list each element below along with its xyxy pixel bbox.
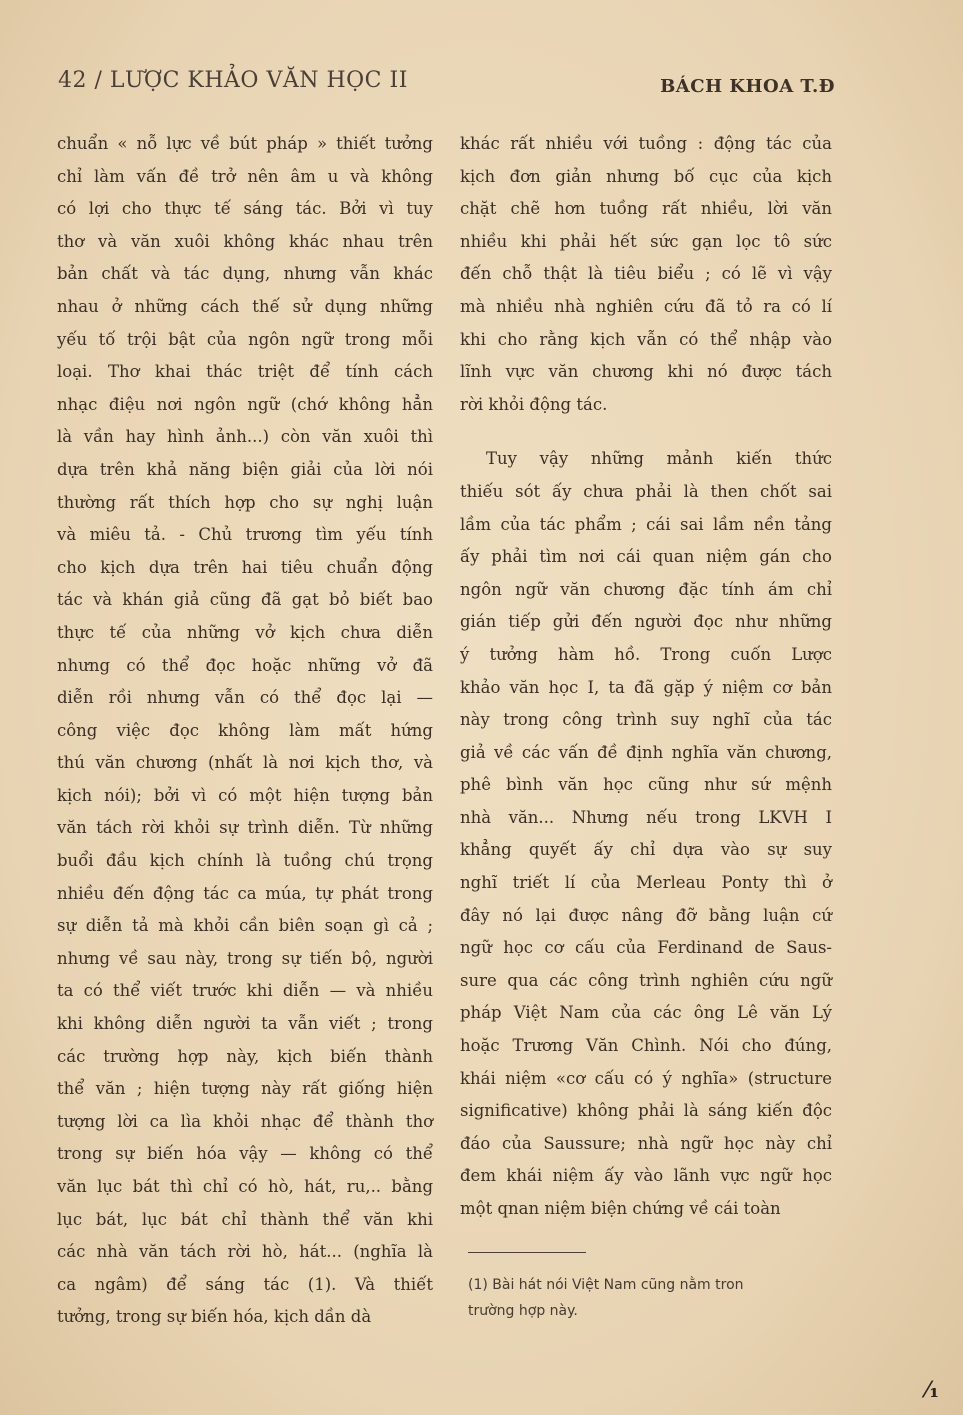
text-line: đây nó lại được nâng đỡ bằng luận cứ [460,905,832,925]
text-line: nhau ở những cách thế sử dụng những [57,296,433,316]
text-line: phê bình văn học cũng như sứ mệnh [460,775,832,795]
text-line: khi không diễn người ta vẫn viết ; trong [57,1014,433,1034]
text-line: ca ngâm) để sáng tác (1). Và thiết [57,1274,433,1294]
text-line: diễn rồi nhưng vẫn có thể đọc lại — [57,688,433,708]
text-line: khái niệm «cơ cấu có ý nghĩa» (structure [460,1068,832,1088]
text-line: thường rất thích hợp cho sự nghị luận [57,492,433,512]
text-line: loại. Thơ khai thác triệt để tính cách [57,362,433,382]
text-line: nhưng có thể đọc hoặc những vở đã [57,655,433,675]
corner-mark: ⁄₁ [925,1377,939,1403]
text-line: mà nhiều nhà nghiên cứu đã tỏ ra có lí [460,296,832,316]
text-line: giả về các vấn đề định nghĩa văn chương, [460,742,832,762]
page-number-and-title: 42 / LƯỢC KHẢO VĂN HỌC II [58,68,408,93]
left-column [57,128,433,1334]
text-line: chuẩn « nỗ lực về bút pháp » thiết tưởng [57,134,433,153]
text-line: công việc đọc không làm mất hứng [57,720,433,740]
text-line: buổi đầu kịch chính là tuồng chú trọng [57,851,433,871]
text-line: ngôn ngữ văn chương đặc tính ám chỉ [460,579,832,599]
text-line: trường hợp này. [468,1303,578,1319]
text-line: thực tế của những vở kịch chưa diễn [57,622,433,642]
text-line: văn tách rời khỏi sự trình diễn. Từ những [57,818,433,838]
text-line: và miêu tả. - Chủ trương tìm yếu tính [57,525,433,545]
right-paragraph-2 [460,443,832,1225]
text-line: nhà văn... Nhưng nếu trong LKVH I [460,807,832,827]
text-line: nhiều khi phải hết sức gạn lọc tô sức [460,231,832,251]
text-line: nghĩ triết lí của Merleau Ponty thì ở [460,873,832,893]
text-line: chặt chẽ hơn tuồng rất nhiều, lời văn [460,199,832,219]
text-line: Tuy vậy những mảnh kiến thức [486,449,832,469]
running-header [58,68,835,104]
footnote [468,1272,838,1324]
paragraph-gap [460,421,832,443]
right-column [460,128,832,1226]
text-line: thơ và văn xuôi không khác nhau trên [57,231,433,251]
text-line: lầm của tác phẩm ; cái sai lầm nền tảng [460,514,832,534]
text-line: các nhà văn tách rời hò, hát... (nghĩa là [57,1242,433,1262]
text-line: ta có thể viết trước khi diễn — và nhiều [57,981,433,1001]
text-line: khẳng quyết ấy chỉ dựa vào sự suy [460,840,832,860]
text-line: lĩnh vực văn chương khi nó được tách [460,362,832,382]
text-line: nhưng về sau này, trong sự tiến bộ, người [57,948,433,968]
text-line: đáo của Saussure; nhà ngữ học này chỉ [460,1133,832,1153]
text-line: rời khỏi động tác. [460,394,608,414]
text-line: gián tiếp gửi đến người đọc như những [460,612,832,632]
text-line: dựa trên khả năng biện giải của lời nói [57,459,433,479]
text-line: pháp Việt Nam của các ông Lê văn Lý [460,1003,832,1023]
text-line: nhiều đến động tác ca múa, tự phát trong [57,883,433,903]
text-line: ấy phải tìm nơi cái quan niệm gán cho [460,547,832,567]
right-paragraph-1 [460,128,832,421]
text-line: kịch nói); bởi vì có một hiện tượng bản [57,785,433,805]
text-line: cho kịch dựa trên hai tiêu chuẩn động [57,557,433,577]
text-line: yếu tố trội bật của ngôn ngữ trong mỗi [57,329,433,349]
text-line: significative) không phải là sáng kiến độc [460,1101,832,1121]
text-line: đến chỗ thật là tiêu biểu ; có lẽ vì vậy [460,264,832,284]
text-line: đem khái niệm ấy vào lãnh vực ngữ học [460,1166,832,1186]
text-line: một qnan niệm biện chứng về cái toàn [460,1199,781,1218]
footnote-rule [468,1252,586,1253]
text-line: thú văn chương (nhất là nơi kịch thơ, và [57,753,433,773]
text-line: lục bát, lục bát chỉ thành thể văn khi [57,1209,433,1229]
text-line: sự diễn tả mà khỏi cần biên soạn gì cả ; [57,916,433,936]
text-line: hoặc Trương Văn Chình. Nói cho đúng, [460,1036,832,1056]
text-line: ngữ học cơ cấu của Ferdinand de Saus- [460,938,832,958]
publication-name: BÁCH KHOA T.Đ [660,76,835,97]
text-line: khảo văn học I, ta đã gặp ý niệm cơ bản [460,677,832,697]
text-line: các trường hợp này, kịch biến thành [57,1046,433,1066]
text-line: tác và khán giả cũng đã gạt bỏ biết bao [57,590,433,610]
text-line: chỉ làm vấn đề trở nên âm u và không [57,166,433,186]
text-line: khi cho rằng kịch vẫn có thể nhập vào [460,329,832,349]
text-line: khác rất nhiều với tuồng : động tác của [460,134,832,153]
text-line: có lợi cho thực tế sáng tác. Bởi vì tuy [57,199,433,219]
text-line: (1) Bài hát nói Việt Nam cũng nằm tron [468,1277,744,1293]
text-line: ý tưởng hàm hồ. Trong cuốn Lược [460,644,832,664]
text-line: là vần hay hình ảnh...) còn văn xuôi thì [57,427,433,447]
text-line: trong sự biến hóa vậy — không có thể [57,1144,433,1164]
text-line: thiếu sót ấy chưa phải là then chốt sai [460,481,832,501]
text-line: văn lục bát thì chỉ có hò, hát, ru,.. bằng [57,1177,433,1196]
text-line: tượng lời ca lìa khỏi nhạc để thành thơ [57,1111,433,1131]
text-line: tưởng, trong sự biến hóa, kịch dần dà [57,1307,372,1327]
text-line: thể văn ; hiện tượng này rất giống hiện [57,1079,433,1099]
text-line: kịch đơn giản nhưng bố cục của kịch [460,166,832,186]
text-line: bản chất và tác dụng, nhưng vẫn khác [57,264,433,284]
text-line: này trong công trình suy nghĩ của tác [460,710,832,730]
text-line: sure qua các công trình nghiên cứu ngữ [460,970,832,990]
text-line: nhạc điệu nơi ngôn ngữ (chớ không hẳn [57,394,433,414]
